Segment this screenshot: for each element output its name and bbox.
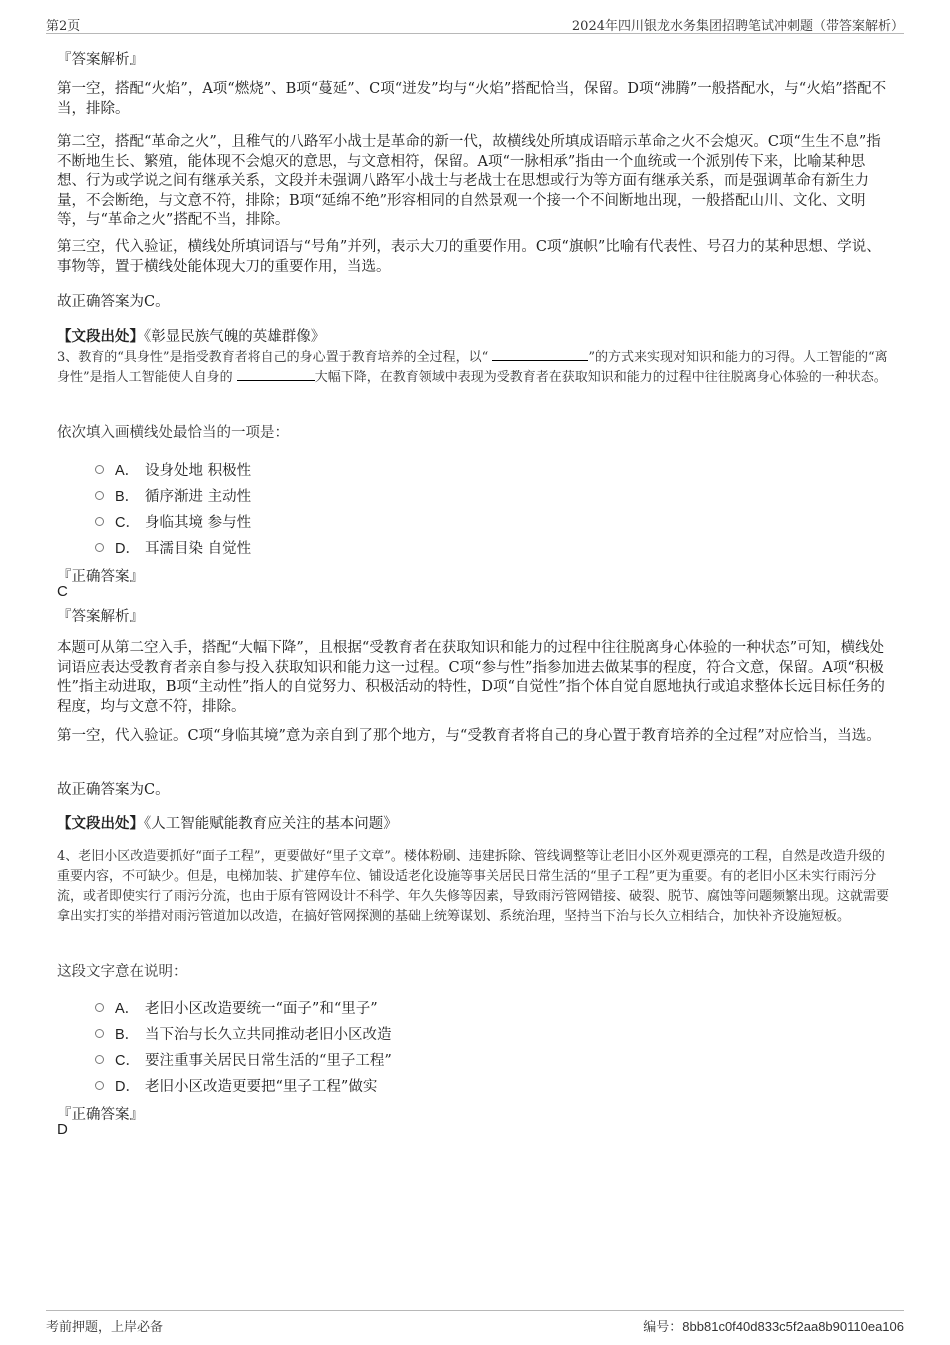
fill-blank xyxy=(492,348,588,361)
source-prefix: 【文段出处】 xyxy=(57,328,144,345)
radio-button[interactable] xyxy=(95,543,104,552)
page-number: 第2页 xyxy=(46,19,81,34)
analysis-label: 『答案解析』 xyxy=(57,52,144,68)
analysis-label: 『答案解析』 xyxy=(57,609,144,625)
radio-button[interactable] xyxy=(95,491,104,500)
analysis-paragraph: 第一空，代入验证。C项“身临其境”意为亲自到了那个地方，与“受教育者将自己的身心置于教育培养的全过程”对应恰当，当选。 xyxy=(57,728,881,744)
radio-button[interactable] xyxy=(95,1081,104,1090)
passage-source xyxy=(57,812,398,833)
document-code: 编号：8bb81c0f40d833c5f2aa8b90110ea106 xyxy=(643,1319,904,1335)
answer-label: 『正确答案』 xyxy=(57,569,144,585)
document-page: 第2页 2024年四川银龙水务集团招聘笔试冲刺题（带答案解析） 『答案解析』 第一空，搭配“火焰”，A项“燃烧”、B项“蔓延”、C项“迸发”均与“火焰”搭配恰当，保留。D项“沸腾”一般搭配水，与“火焰”搭配不当，排除。 第二空，搭配“革命之火”，且稚气的八路军小战士是革命的新一代，故横线处所填成语暗示革命之火不会熄灭。C项“生生不息”指不断地生长、繁殖，能体现不会熄灭的意思，与文意相符，保留。A项“一脉相承”指由一个血统或一个派别传下来，比喻某种思想、行为或学说之间有继承关系，文段并未强调八路军小战士与老战士在思想或行为等方面有继承关系，而是强调革命有新生力量，不会断绝，与文意不符，排除；B项“延绵不绝”形容相同的自然景观一个接一个不间断地出现，一般搭配山川、文化、文明等，与“革命之火”搭配不当，排除。 第三空，代入验证，横线处所填词语与“号角”并列，表示大刀的重要作用。C项“旗帜”比喻有代表性、号召力的某种思想、学说、事物等，置于横线处能体现大刀的重要作用，当选。 故正确答案为C。 【文段出处】《彰显民族气魄的英雄群像》 3、教育的“具身性”是指受教育者将自己的身心置于教育培养的全过程，以“ ”的方式来实现对知识和能力的习得。人工智能的“离身性”是指人工智能使人自身的 大幅下降，在教育领域中表现为受教育者在获取知识和能力的过程中往往脱离身心体验的一种状态。 依次填入画横线处最恰当的一项是： A． 设身处地 积极性 B． 循序渐进 主动性 C． 身临其境 参与性 D． 耳濡目染 自觉性 『正确答案』 C 『答案解析』 本题可从第二空入手，搭配“大幅下降”，且根据“受教育者在获取知识和能力的过程中往往脱离身心体验的一种状态”可知，横线处词语应表达受教育者亲自参与投入获取知识和能力这一过程。C项“参与性”指参加进去做某事的程度，符合文意，保留。A项“积极性”指主动进取，B项“主动性”指人的自觉努力、积极活动的特性，D项“自觉性”指个体自觉自愿地执行或追求整体长远目标任务的程度，均与文意不符，排除。 第一空，代入验证。C项“身临其境”意为亲自到了那个地方，与“受教育者将自己的身心置于教育培养的全过程”对应恰当，当选。 故正确答案为C。 【文段出处】《人工智能赋能教育应关注的基本问题》 4、老旧小区改造要抓好“面子工程”，更要做好“里子文章”。楼体粉刷、违建拆除、管线调整等让老旧小区外观更漂亮的工程，自然是改造升级的重要内容，不可缺少。但是，电梯加装、扩建停车位、铺设适老化设施等事关居民日常生活的“里子工程”更为重要。有的老旧小区未实行雨污分流，或者即使实行了雨污分流，也由于原有管网设计不科学、年久失修等因素，导致雨污管网错接、破裂、脱节、腐蚀等问题频繁出现。这就需要拿出实打实的举措对雨污管道加以改造，在搞好管网探测的基础上统筹谋划、系统治理，坚持当下治与长久立相结合，加快补齐设施短板。 这段文字意在说明： A． 老旧小区改造要统一“面子”和“里子” B． 当下治与长久立共同推动老旧小区改造 C． 要注重事关居民日常生活的“里子工程” D． 老旧小区改造更要把“里子工程”做实 『正确答案』 D 考前押题，上岸必备 编号：8bb81c0f40d833c5f2aa8b90110ea106 xyxy=(0,0,950,1345)
analysis-paragraph: 本题可从第二空入手，搭配“大幅下降”，且根据“受教育者在获取知识和能力的过程中往往脱离身心体验的一种状态”可知，横线处词语应表达受教育者亲自参与投入获取知识和能力这一过程。C项“参与性”指参加进去做某事的程度，符合文意，保留。A项“积极性”指主动进取，B项“主动性”指人的自觉努力、积极活动的特性，D项“自觉性”指个体自觉自愿地执行或追求整体长远目标任务的程度，均与文意不符，排除。 xyxy=(57,640,885,715)
page-footer xyxy=(46,1310,904,1333)
question-stem: 4、老旧小区改造要抓好“面子工程”，更要做好“里子文章”。楼体粉刷、违建拆除、管线调整等让老旧小区外观更漂亮的工程，自然是改造升级的重要内容，不可缺少。但是，电梯加装、扩建停车位、铺设适老化设施等事关居民日常生活的“里子工程”更为重要。有的老旧小区未实行雨污分流，或者即使实行了雨污分流，也由于原有管网设计不科学、年久失修等因素，导致雨污管网错接、破裂、脱节、腐蚀等问题频繁出现。这就需要拿出实打实的举措对雨污管道加以改造，在搞好管网探测的基础上统筹谋划、系统治理，坚持当下治与长久立相结合，加快补齐设施短板。 xyxy=(57,849,890,924)
radio-button[interactable] xyxy=(95,517,104,526)
radio-button[interactable] xyxy=(95,1029,104,1038)
source-title: 《彰显民族气魄的英雄群像》 xyxy=(144,329,326,345)
question-prompt: 这段文字意在说明： xyxy=(57,964,188,980)
correct-answer: C xyxy=(57,583,68,600)
analysis-paragraph: 第一空，搭配“火焰”，A项“燃烧”、B项“蔓延”、C项“迸发”均与“火焰”搭配恰当，保留。D项“沸腾”一般搭配水，与“火焰”搭配不当，排除。 xyxy=(57,81,887,117)
conclusion: 故正确答案为C。 xyxy=(57,782,170,798)
analysis-paragraph: 第三空，代入验证，横线处所填词语与“号角”并列，表示大刀的重要作用。C项“旗帜”比喻有代表性、号召力的某种思想、学说、事物等，置于横线处能体现大刀的重要作用，当选。 xyxy=(57,239,881,275)
source-prefix: 【文段出处】 xyxy=(57,815,144,832)
question-prompt: 依次填入画横线处最恰当的一项是： xyxy=(57,425,289,441)
correct-answer: D xyxy=(57,1121,68,1138)
radio-button[interactable] xyxy=(95,1055,104,1064)
document-title: 2024年四川银龙水务集团招聘笔试冲刺题（带答案解析） xyxy=(571,19,904,34)
answer-label: 『正确答案』 xyxy=(57,1107,144,1123)
analysis-paragraph: 第二空，搭配“革命之火”，且稚气的八路军小战士是革命的新一代，故横线处所填成语暗示革命之火不会熄灭。C项“生生不息”指不断地生长、繁殖，能体现不会熄灭的意思，与文意相符，保留。A项“一脉相承”指由一个血统或一个派别传下来，比喻某种思想、行为或学说之间有继承关系，文段并未强调八路军小战士与老战士在思想或行为等方面有继承关系，而是强调革命有新生力量，不会断绝，与文意不符，排除；B项“延绵不绝”形容相同的自然景观一个接一个不间断地出现，一般搭配山川、文化、文明等，与“革命之火”搭配不当，排除。 xyxy=(57,134,881,228)
page-header xyxy=(46,11,904,34)
passage-source xyxy=(57,325,325,346)
radio-button[interactable] xyxy=(95,1003,104,1012)
footer-slogan: 考前押题，上岸必备 xyxy=(46,1320,164,1335)
radio-button[interactable] xyxy=(95,465,104,474)
fill-blank xyxy=(237,368,315,381)
question-stem: 3、教育的“具身性”是指受教育者将自己的身心置于教育培养的全过程，以“ ”的方式来实现对知识和能力的习得。人工智能的“离身性”是指人工智能使人自身的 大幅下降，在教育领域中表现为受教育者在获取知识和能力的过程中往往脱离身心体验的一种状态。 xyxy=(57,350,888,385)
conclusion: 故正确答案为C。 xyxy=(57,294,170,310)
source-title: 《人工智能赋能教育应关注的基本问题》 xyxy=(144,816,398,832)
